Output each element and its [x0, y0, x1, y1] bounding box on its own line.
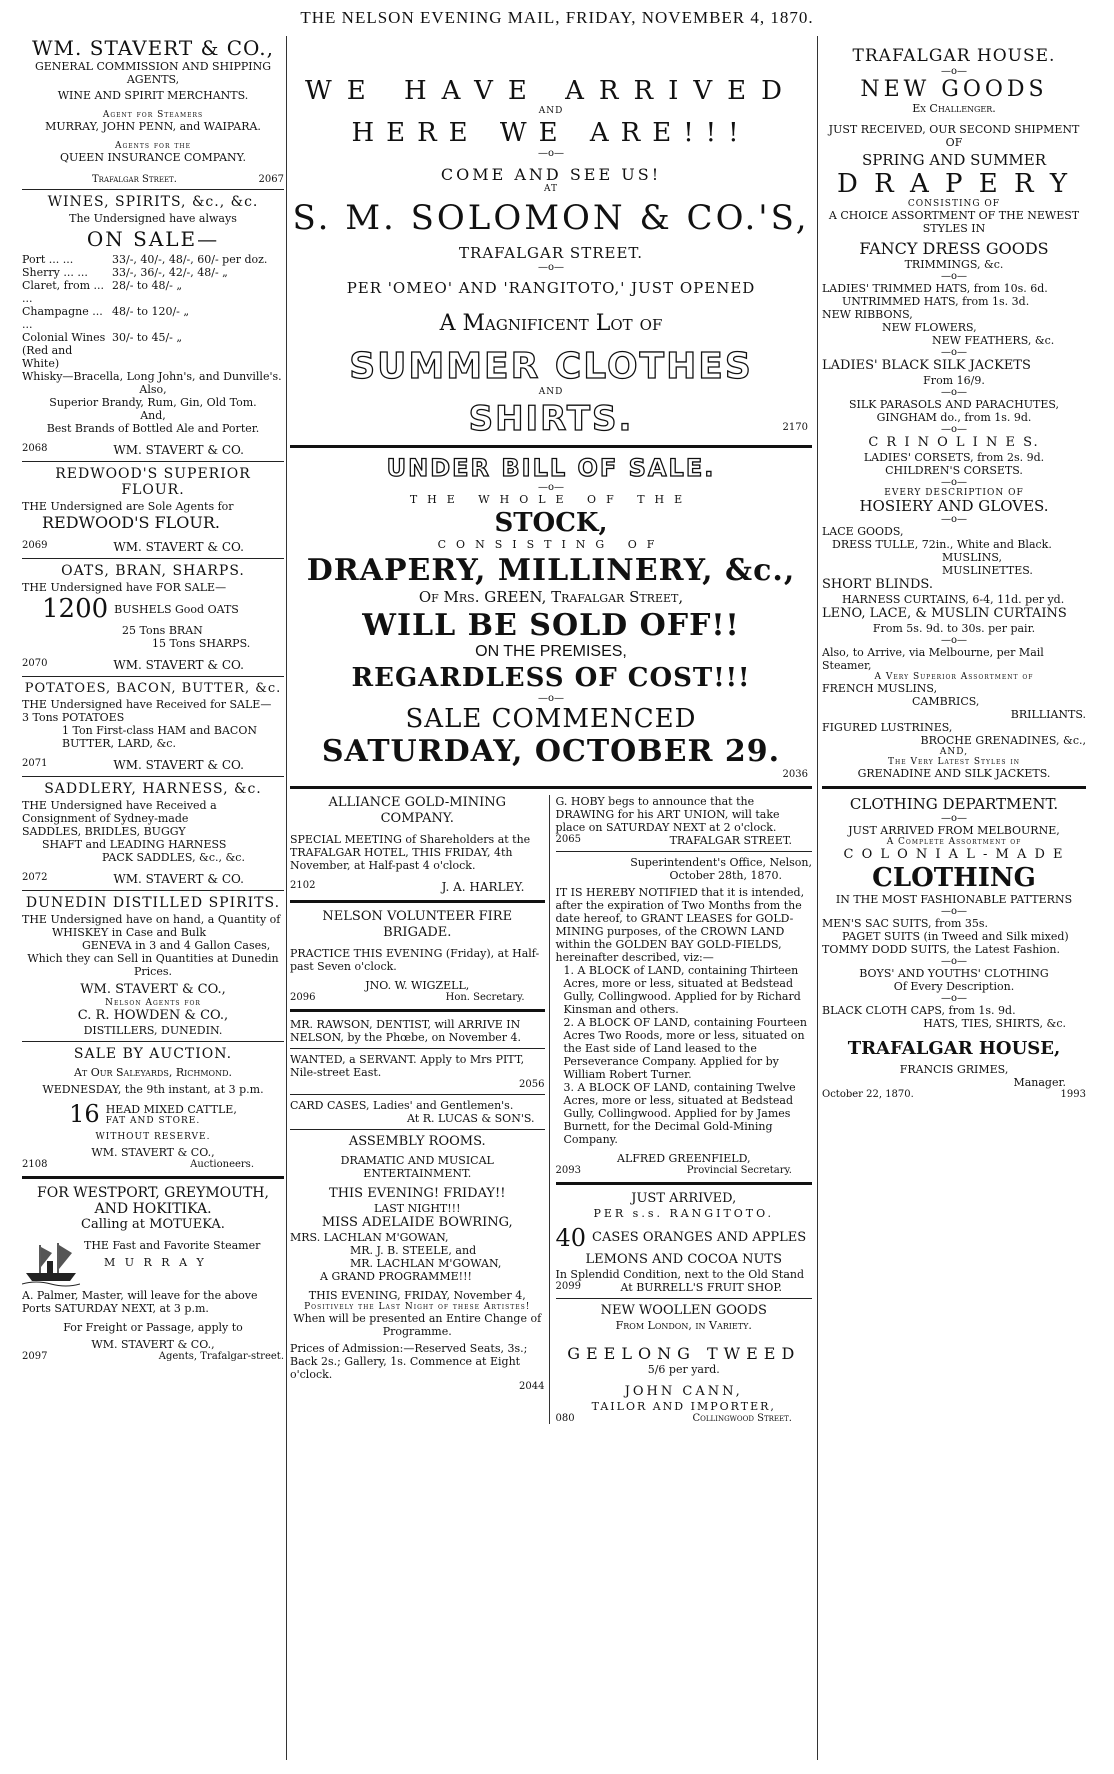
divider-mark: —o—	[537, 693, 565, 704]
ad-number: 2093	[555, 1165, 581, 1176]
ad-number: 2071	[22, 758, 48, 769]
ad-line: FIGURED LUSTRINES,	[822, 721, 953, 734]
ad-line: AND	[538, 106, 564, 116]
ad-line: CASES ORANGES AND APPLES	[592, 1230, 807, 1245]
firm-name: S. M. SOLOMON & CO.'S,	[292, 198, 810, 238]
ad-number: 2068	[22, 443, 48, 454]
ad-number: 2070	[22, 658, 48, 669]
dunedin-ad	[22, 895, 284, 1037]
ad-number: 080	[555, 1413, 575, 1424]
ad-line: Superintendent's Office, Nelson,	[630, 856, 812, 869]
ad-line: FAT AND STORE.	[105, 1115, 201, 1126]
mid-right-subcolumn	[550, 795, 813, 1424]
ad-line: WINE AND SPIRIT MERCHANTS.	[57, 89, 249, 102]
ad-line: C. R. HOWDEN & CO.,	[77, 1008, 229, 1023]
ad-heading: JUST ARRIVED,	[631, 1191, 737, 1206]
divider-mark: —o—	[537, 148, 565, 159]
ad-signature: WM. STAVERT & CO.	[113, 540, 244, 554]
ad-number: 2056	[519, 1079, 545, 1090]
ad-headline: STOCK,	[494, 508, 608, 538]
ad-line: From London, in Variety.	[615, 1319, 752, 1332]
ad-number: 2065	[555, 834, 581, 845]
ad-headline: D R A P E R Y	[837, 169, 1071, 199]
ad-line: A Complete Assortment of	[886, 837, 1022, 847]
divider-mark: —o—	[940, 387, 968, 398]
ad-signature: WM. STAVERT & CO.	[113, 658, 244, 672]
divider-mark: —o—	[940, 477, 968, 488]
ad-line: IN THE MOST FASHIONABLE PATTERNS	[835, 893, 1073, 906]
ad-line: THE WHOLE OF THE	[409, 493, 693, 506]
ad-heading: AND HOKITIKA.	[94, 1201, 212, 1217]
ad-line: WHISKEY in Case and Bulk	[52, 926, 207, 939]
steamer-icon	[22, 1239, 80, 1287]
ad-line: ON THE PREMISES,	[475, 643, 627, 660]
ad-heading: ALLIANCE GOLD-MINING COMPANY.	[328, 795, 507, 826]
ad-line: REDWOOD'S FLOUR.	[42, 513, 220, 532]
price-list	[22, 253, 284, 370]
ad-line: Auctioneers.	[190, 1159, 254, 1170]
ad-number: 2108	[22, 1159, 48, 1170]
divider-mark: —o—	[940, 271, 968, 282]
ad-line: PER s.s. RANGITOTO.	[593, 1207, 775, 1220]
ad-line: Which they can Sell in Quantities at Dunedin Prices.	[27, 952, 279, 978]
ad-line: JUST ARRIVED FROM MELBOURNE,	[848, 824, 1060, 837]
ad-line: BROCHE GRENADINES, &c.,	[920, 734, 1086, 747]
ad-line: SPRING AND SUMMER	[861, 151, 1047, 169]
ad-line: A CHOICE ASSORTMENT OF THE NEWEST STYLES IN	[828, 209, 1080, 235]
ad-line: LENO, LACE, & MUSLIN CURTAINS	[822, 606, 1067, 621]
ad-line: 25 Tons BRAN	[122, 624, 203, 637]
divider-mark: —o—	[940, 993, 968, 1004]
quantity: 16	[69, 1100, 100, 1128]
ad-line: SHAFT and LEADING HARNESS	[42, 838, 227, 851]
ad-line: THIS EVENING! FRIDAY!!	[329, 1186, 506, 1201]
ad-line: Positively the Last Night of these Artistes!	[304, 1302, 531, 1312]
ad-line: THE Undersigned are Sole Agents for	[22, 500, 234, 513]
ad-line: THE Fast and Favorite Steamer	[84, 1239, 261, 1252]
ad-line: LADIES' BLACK SILK JACKETS	[822, 358, 1031, 373]
oats-ad	[22, 563, 284, 672]
ad-headline: CLOTHING	[872, 863, 1036, 893]
ad-number: 2036	[782, 769, 808, 780]
quantity: 40	[555, 1224, 587, 1252]
ad-line: TAILOR AND IMPORTER,	[591, 1400, 776, 1413]
auction-ad	[22, 1046, 284, 1170]
ad-signature: JOHN CANN,	[624, 1384, 743, 1399]
ad-line: AND	[538, 387, 564, 397]
ad-line: October 28th, 1870.	[669, 869, 782, 882]
ad-line: Agents for the	[115, 141, 191, 151]
ad-line: WITHOUT RESERVE.	[95, 1132, 211, 1142]
ad-signature: WM. STAVERT & CO.	[113, 758, 244, 772]
price-row: Sherry ... ... 33/-, 36/-, 42/-, 48/- „	[22, 266, 228, 279]
ad-heading: ON SALE—	[86, 227, 220, 251]
ad-line: A Very Superior Assortment of	[874, 672, 1034, 682]
ad-line: GENEVA in 3 and 4 Gallon Cases,	[82, 939, 271, 952]
ad-line: NEW RIBBONS,	[822, 308, 913, 321]
ad-line: FRENCH MUSLINS,	[822, 682, 938, 695]
servant-ad: WANTED, a SERVANT. Apply to Mrs PITT, Nile-street East.	[290, 1053, 525, 1079]
ad-text: IT IS HEREBY NOTIFIED that it is intended, after the expiration of Two Months from the date hereof, to GRANT LEASES for GOLD-MINING purposes, of the CROWN LAND within the GOLDEN BAY GOLD-FIELDS, hereinafter described, viz:—	[555, 886, 805, 964]
ad-line: PACK SADDLES, &c., &c.	[102, 851, 245, 864]
ad-signature: ALFRED GREENFIELD,	[617, 1152, 751, 1165]
ad-line: LACE GOODS,	[822, 525, 904, 538]
ad-signature: WM. STAVERT & CO.,	[80, 982, 226, 997]
ad-heading: WM. STAVERT & CO.,	[32, 36, 274, 60]
left-column	[22, 36, 284, 1764]
list-item: 3. A BLOCK OF LAND, containing Twelve Acres, more or less, situated at Bedstead Gully, Collingwood. Applied for by James Burnett, for the Decimal Gold-Mining Company.	[563, 1081, 796, 1146]
potatoes-ad	[22, 681, 284, 772]
bill-of-sale-ad	[290, 454, 812, 780]
ad-line: MR. LACHLAN M'GOWAN,	[350, 1257, 502, 1270]
ad-headline: SATURDAY, OCTOBER 29.	[321, 734, 781, 769]
ad-date: October 22, 1870.	[822, 1089, 914, 1100]
ad-line: C R I N O L I N E S.	[868, 435, 1040, 450]
ad-headline: DRAPERY, MILLINERY, &c.,	[306, 553, 796, 588]
ad-text: PRACTICE THIS EVENING (Friday), at Half-past Seven o'clock.	[290, 947, 540, 973]
ad-line: QUEEN INSURANCE COMPANY.	[59, 151, 247, 164]
ad-heading: POTATOES, BACON, BUTTER, &c.	[24, 681, 282, 696]
ad-line: 15 Tons SHARPS.	[152, 637, 251, 650]
flour-ad	[22, 466, 284, 554]
ad-line: The Undersigned have always	[69, 212, 237, 225]
alliance-ad	[290, 795, 545, 894]
ad-line: EVERY DESCRIPTION OF	[884, 488, 1024, 498]
westport-ad	[22, 1185, 284, 1362]
ad-line: From 5s. 9d. to 30s. per pair.	[872, 622, 1036, 635]
divider-mark: —o—	[940, 635, 968, 646]
divider-mark: —o—	[940, 66, 968, 77]
ad-address: Agents, Trafalgar-street.	[158, 1351, 284, 1362]
ad-heading: NEW GOODS	[860, 77, 1048, 102]
ad-line: AND,	[939, 747, 969, 757]
wines-ad	[22, 194, 284, 457]
ad-line: Provincial Secretary.	[686, 1165, 792, 1176]
price-row: Champagne ... ... 48/- to 120/- „	[22, 305, 190, 331]
woollen-ad	[556, 1303, 813, 1424]
ad-heading: OATS, BRAN, SHARPS.	[61, 563, 245, 579]
ad-line: GENERAL COMMISSION AND SHIPPING AGENTS,	[34, 60, 272, 86]
column-rule	[817, 36, 818, 1760]
ad-line: JUST RECEIVED, OUR SECOND SHIPMENT OF	[828, 123, 1080, 149]
ad-heading: ASSEMBLY ROOMS.	[348, 1134, 486, 1149]
ad-line: FANCY DRESS GOODS	[859, 239, 1049, 258]
ad-line: The Very Latest Styles in	[888, 757, 1020, 767]
ship-name: M U R R A Y	[104, 1256, 207, 1269]
divider-mark: —o—	[940, 906, 968, 917]
ad-line: Also,	[139, 383, 167, 396]
ad-line: CONSISTING OF	[907, 199, 1001, 209]
ad-number: 2067	[258, 174, 284, 185]
ad-signature: J. A. HARLEY.	[441, 880, 525, 894]
ad-signature: WM. STAVERT & CO.,	[91, 1338, 215, 1351]
masthead: THE NELSON EVENING MAIL, FRIDAY, NOVEMBER 4, 1870.	[300, 8, 814, 27]
mid-left-subcolumn	[290, 795, 550, 1424]
ad-number: 2096	[290, 992, 316, 1003]
ad-line: NEW FEATHERS, &c.	[932, 334, 1055, 347]
ad-signature: JNO. W. WIGZELL,	[365, 979, 470, 992]
ad-line: TOMMY DODD SUITS, the Latest Fashion.	[822, 943, 1060, 956]
ad-heading: SALE BY AUCTION.	[73, 1046, 233, 1062]
ad-heading: Calling at MOTUEKA.	[81, 1217, 225, 1232]
ad-line: Nelson Agents for	[105, 998, 201, 1008]
ad-line: UNTRIMMED HATS, from 1s. 3d.	[842, 295, 1030, 308]
ad-headline: UNDER BILL OF SALE.	[386, 454, 716, 482]
price-row: Colonial Wines (Red and White) 30/- to 45/- „	[22, 331, 183, 370]
ad-line: For Freight or Passage, apply to	[63, 1321, 243, 1334]
ad-line: Of Every Description.	[893, 980, 1015, 993]
ad-number: 2102	[290, 880, 316, 891]
ad-line: LEMONS AND COCOA NUTS	[585, 1252, 782, 1267]
crown-land-ad	[556, 856, 813, 1176]
ad-line: BOYS' AND YOUTHS' CLOTHING	[859, 967, 1049, 980]
ad-line: MISS ADELAIDE BOWRING,	[321, 1215, 513, 1230]
ad-line: COME AND SEE US!	[440, 165, 662, 184]
ad-line: BLACK CLOTH CAPS, from 1s. 9d.	[822, 1004, 1016, 1017]
ad-headline: WILL BE SOLD OFF!!	[362, 608, 740, 643]
ad-heading: TRAFALGAR HOUSE,	[847, 1038, 1061, 1059]
ad-signature: At R. LUCAS & SON'S.	[407, 1112, 535, 1125]
ad-line: SADDLES, BRIDLES, BUGGY	[22, 825, 186, 838]
ad-number: 2170	[782, 422, 808, 433]
list-item: 2. A BLOCK OF LAND, containing Fourteen Acres Two Roods, more or less, situated on the East side of Land leased to the Perseverance Company. Applied for by William Robert Turner.	[563, 1016, 808, 1081]
ad-line: THE Undersigned have Received a Consignment of Sydney-made	[22, 799, 217, 825]
ad-headline: SHIRTS.	[468, 399, 634, 439]
divider-mark: —o—	[940, 347, 968, 358]
ad-line: HARNESS CURTAINS, 6-4, 11d. per yd.	[842, 593, 1065, 606]
ad-number: 2097	[22, 1351, 48, 1362]
ad-line: BUSHELS Good OATS	[114, 602, 239, 616]
assembly-ad	[290, 1134, 545, 1392]
ad-heading: HERE WE ARE!!!	[351, 118, 751, 148]
ad-signature: WM. STAVERT & CO.,	[91, 1146, 215, 1159]
fire-brigade-ad	[290, 909, 545, 1003]
ad-line: TRIMMINGS, &c.	[904, 258, 1004, 271]
ad-line: In Splendid Condition, next to the Old Stand	[555, 1268, 805, 1281]
ad-line: Prices of Admission:—Reserved Seats, 3s.; Back 2s.; Gallery, 1s. Commence at Eight o'clock.	[290, 1342, 528, 1381]
ad-heading: REDWOOD'S SUPERIOR FLOUR.	[55, 466, 251, 498]
ad-line: Of Mrs. GREEN, Trafalgar Street,	[418, 588, 684, 606]
rawson-ad: MR. RAWSON, DENTIST, will ARRIVE IN NELSON, by the Phœbe, on November 4.	[290, 1018, 522, 1044]
clothing-department-ad	[822, 795, 1086, 1100]
ad-line: AT	[543, 184, 558, 194]
ad-number: 2069	[22, 540, 48, 551]
divider-mark: —o—	[537, 482, 565, 493]
trafalgar-house-ad	[822, 46, 1086, 780]
list-item: 1. A BLOCK of LAND, containing Thirteen Acres, more or less, situated at Bedstead Gully, Collingwood. Applied for by Richard Kinsman and others.	[563, 964, 801, 1016]
ad-line: Agent for Steamers	[102, 110, 204, 120]
ad-line: 5/6 per yard.	[647, 1363, 720, 1376]
ad-address: Trafalgar Street.	[92, 174, 177, 185]
ad-heading: CLOTHING DEPARTMENT.	[849, 795, 1059, 813]
ad-line: WEDNESDAY, the 9th instant, at 3 p.m.	[42, 1083, 264, 1096]
ad-line: CHILDREN'S CORSETS.	[885, 464, 1023, 477]
ad-line: From 16/9.	[923, 374, 985, 387]
ad-line: DRESS TULLE, 72in., White and Black.	[832, 538, 1052, 551]
ad-line: And,	[140, 409, 166, 422]
ad-line: A GRAND PROGRAMME!!!	[320, 1270, 472, 1283]
ad-line: 1 Ton First-class HAM and BACON	[62, 724, 257, 737]
hoby-ad	[556, 795, 813, 847]
ad-line: CONSISTING OF	[437, 538, 665, 551]
ad-heading: DRAMATIC AND MUSICAL ENTERTAINMENT.	[340, 1154, 494, 1180]
ad-line: THE Undersigned have on hand, a Quantity of	[22, 913, 281, 926]
solomon-ad	[290, 76, 812, 439]
ad-line: MUSLINS, MUSLINETTES.	[942, 551, 1033, 577]
ad-line: Also, to Arrive, via Melbourne, per Mail Steamer,	[822, 646, 1044, 672]
ad-line: A Magnificent Lot of	[439, 311, 663, 336]
ad-address: Collingwood Street.	[692, 1413, 792, 1424]
ad-line: TRAFALGAR STREET.	[459, 244, 643, 262]
ad-line: HATS, TIES, SHIRTS, &c.	[923, 1017, 1066, 1030]
ad-heading: TRAFALGAR HOUSE.	[852, 46, 1056, 66]
ad-heading: GEELONG TWEED	[567, 1344, 801, 1363]
quantity: 1200	[42, 594, 109, 624]
ad-signature: WM. STAVERT & CO.	[113, 443, 244, 457]
ad-text: G. HOBY begs to announce that the DRAWING for his ART UNION, will take place on SATURDAY NEXT at 2 o'clock.	[555, 795, 780, 834]
ad-headline: SUMMER CLOTHES	[349, 346, 753, 387]
ad-line: THE Undersigned have Received for SALE—	[22, 698, 272, 711]
ad-number: 2044	[519, 1381, 545, 1392]
divider-mark: —o—	[940, 424, 968, 435]
ad-line: Whisky—Bracella, Long John's, and Dunville's.	[22, 370, 282, 383]
ad-line: A. Palmer, Master, will leave for the above Ports SATURDAY NEXT, at 3 p.m.	[22, 1289, 258, 1315]
ad-line: THIS EVENING, FRIDAY, November 4,	[308, 1289, 526, 1302]
ad-line: BUTTER, LARD, &c.	[62, 737, 176, 750]
ad-line: Best Brands of Bottled Ale and Porter.	[46, 422, 260, 435]
ad-text: SPECIAL MEETING of Shareholders at the TRAFALGAR HOTEL, THIS FRIDAY, 4th November, at Half-past 4 o'clock.	[290, 833, 531, 872]
ad-line: THE Undersigned have FOR SALE—	[22, 581, 227, 594]
ad-heading: SADDLERY, HARNESS, &c.	[44, 781, 262, 797]
card-cases-ad: CARD CASES, Ladies' and Gentlemen's.	[290, 1099, 514, 1112]
ad-line: NEW FLOWERS,	[882, 321, 977, 334]
ad-line: At Our Saleyards, Richmond.	[73, 1066, 233, 1079]
divider-mark: —o—	[940, 514, 968, 525]
ad-line: When will be presented an Entire Change of Programme.	[293, 1312, 542, 1338]
ad-line: PAGET SUITS (in Tweed and Silk mixed)	[842, 930, 1069, 943]
ad-line: HEAD MIXED CATTLE,	[105, 1102, 237, 1116]
ad-line: Superior Brandy, Rum, Gin, Old Tom.	[49, 396, 257, 409]
ad-heading: WINES, SPIRITS, &c., &c.	[47, 194, 259, 210]
ad-number: 1993	[1060, 1089, 1086, 1100]
ad-heading: WE HAVE ARRIVED	[305, 76, 797, 106]
ad-line: LADIES' CORSETS, from 2s. 9d.	[863, 451, 1045, 464]
ad-line: Hon. Secretary.	[445, 992, 525, 1003]
ad-heading: NELSON VOLUNTEER FIRE BRIGADE.	[322, 909, 513, 940]
ad-line: LAST NIGHT!!!	[373, 1202, 461, 1215]
ad-line: 3 Tons POTATOES	[22, 711, 125, 724]
stavert-ad	[22, 36, 284, 185]
ad-line: LADIES' TRIMMED HATS, from 10s. 6d.	[822, 282, 1048, 295]
ad-line: GRENADINE AND SILK JACKETS.	[857, 767, 1051, 780]
oranges-ad	[556, 1191, 813, 1294]
ad-line: Manager.	[1013, 1076, 1066, 1089]
ad-line: PER 'OMEO' AND 'RANGITOTO,' JUST OPENED	[346, 279, 756, 297]
divider-mark: —o—	[940, 813, 968, 824]
ad-line: SHORT BLINDS.	[822, 577, 933, 592]
right-column	[822, 36, 1086, 1764]
saddlery-ad	[22, 781, 284, 886]
divider-mark: —o—	[537, 262, 565, 273]
price-row: Port ... ... 33/-, 40/-, 48/-, 60/- per doz.	[22, 253, 268, 266]
ad-headline: REGARDLESS OF COST!!!	[351, 663, 751, 693]
ad-line: SILK PARASOLS AND PARACHUTES,	[848, 398, 1060, 411]
ad-address: TRAFALGAR STREET.	[669, 834, 792, 847]
ad-line: Ex Challenger.	[912, 102, 996, 115]
ad-headline: SALE COMMENCED	[405, 704, 697, 734]
ad-signature: FRANCIS GRIMES,	[899, 1063, 1009, 1076]
ad-number: 2099	[555, 1281, 581, 1292]
ad-heading: DUNEDIN DISTILLED SPIRITS.	[25, 895, 281, 911]
ad-line: HOSIERY AND GLOVES.	[859, 497, 1049, 515]
price-row: Claret, from ... ... 28/- to 48/- „	[22, 279, 183, 305]
column-rule	[286, 36, 287, 1760]
ad-signature: WM. STAVERT & CO.	[113, 872, 244, 886]
ad-line: C O L O N I A L - M A D E	[843, 847, 1065, 862]
ad-number: 2072	[22, 872, 48, 883]
ad-heading: NEW WOOLLEN GOODS	[600, 1303, 767, 1318]
middle-column	[290, 36, 812, 1764]
ad-line: BRILLIANTS.	[1010, 708, 1086, 721]
ad-heading: FOR WESTPORT, GREYMOUTH,	[37, 1185, 269, 1201]
divider-mark: —o—	[940, 956, 968, 967]
ad-line: MR. J. B. STEELE, and	[350, 1244, 477, 1257]
ad-line: CAMBRICS,	[912, 695, 980, 708]
ad-line: MEN'S SAC SUITS, from 35s.	[822, 917, 989, 930]
ad-line: MURRAY, JOHN PENN, and WAIPARA.	[45, 120, 261, 133]
ad-line: At BURRELL'S FRUIT SHOP.	[620, 1281, 782, 1294]
ad-line: GINGHAM do., from 1s. 9d.	[876, 411, 1032, 424]
ad-line: DISTILLERS, DUNEDIN.	[83, 1024, 223, 1037]
ad-line: MRS. LACHLAN M'GOWAN,	[290, 1231, 449, 1244]
